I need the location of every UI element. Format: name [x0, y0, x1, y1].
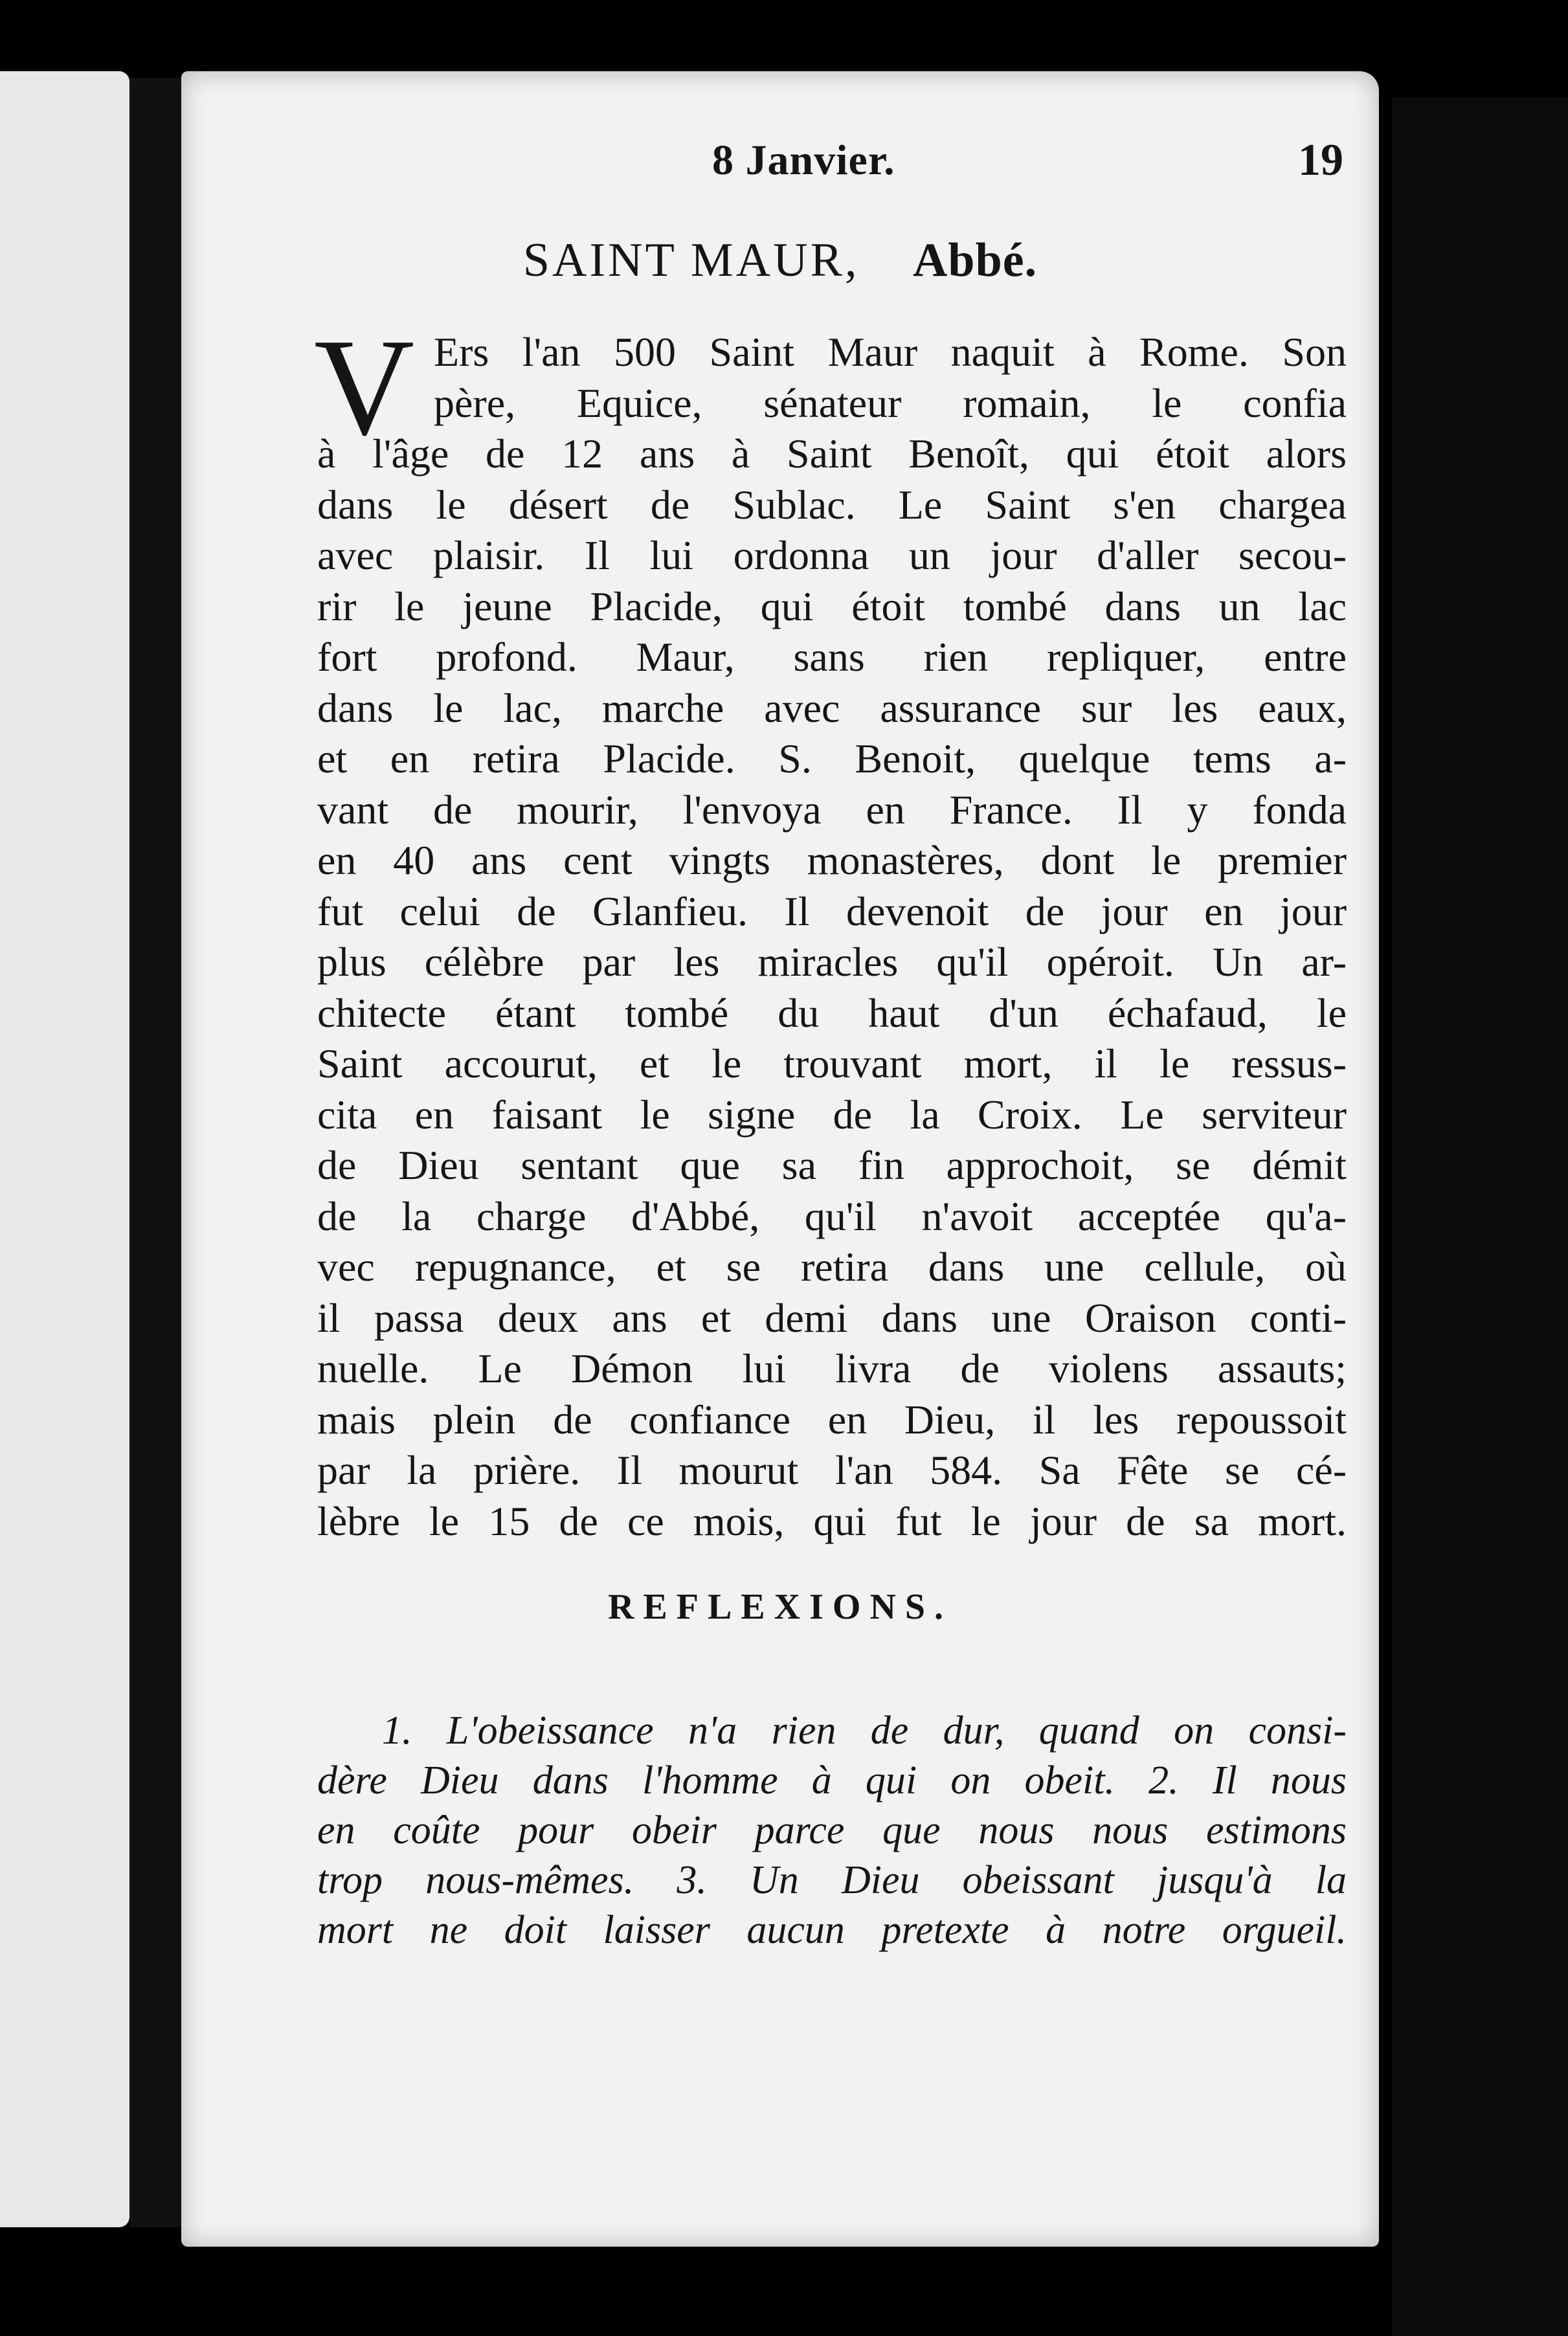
text-line: fut celui de Glanfieu. Il devenoit de jour en jour	[317, 888, 1347, 934]
text-line: par la prière. Il mourut l'an 584. Sa Fête se cé-	[317, 1447, 1347, 1493]
reflexion-line: 1. L'obeissance n'a rien de dur, quand on consi-	[382, 1709, 1347, 1753]
text-line: fort profond. Maur, sans rien repliquer, entre	[317, 634, 1347, 680]
text-line: vant de mourir, l'envoya en France. Il y fonda	[317, 786, 1347, 833]
reflexion-line: dère Dieu dans l'homme à qui on obeit. 2. Il nous	[317, 1758, 1347, 1803]
text-line: en 40 ans cent vingts monastères, dont le premier	[317, 837, 1347, 883]
reflexions-heading: REFLEXIONS.	[607, 1587, 953, 1627]
facing-page-edge	[0, 71, 129, 2227]
book-page	[181, 71, 1379, 2247]
text-line: rir le jeune Placide, qui étoit tombé dans un lac	[317, 583, 1347, 629]
biography-text	[317, 327, 1347, 1547]
text-line: cita en faisant le signe de la Croix. Le serviteur	[317, 1091, 1347, 1138]
page-number: 19	[1298, 135, 1343, 185]
text-line: à l'âge de 12 ans à Saint Benoît, qui étoit alors	[317, 431, 1347, 477]
text-line: Ers l'an 500 Saint Maur naquit à Rome. Son	[434, 329, 1347, 375]
text-line: vec repugnance, et se retira dans une cellule, où	[317, 1244, 1347, 1290]
text-line: et en retira Placide. S. Benoit, quelque tems a-	[317, 736, 1347, 781]
reflexion-line: mort ne doit laisser aucun pretexte à notre orgueil.	[317, 1908, 1347, 1952]
saint-name: SAINT MAUR,	[522, 234, 860, 287]
text-line: dans le désert de Sublac. Le Saint s'en chargea	[317, 481, 1347, 528]
text-line: avec plaisir. Il lui ordonna un jour d'aller secou-	[317, 532, 1347, 578]
text-line: de Dieu sentant que sa fin approchoit, se démit	[317, 1142, 1347, 1188]
drop-cap: V	[314, 309, 415, 464]
saint-title	[181, 233, 1379, 288]
text-line: nuelle. Le Démon lui livra de violens assauts;	[317, 1345, 1347, 1391]
reflexion-line: en coûte pour obeir parce que nous nous estimons	[317, 1808, 1347, 1852]
text-line: dans le lac, marche avec assurance sur les eaux,	[317, 684, 1347, 731]
saint-role: Abbé.	[912, 234, 1038, 287]
running-head: 8 Janvier.	[712, 137, 895, 184]
text-line: Saint accourut, et le trouvant mort, il le ressus-	[317, 1040, 1347, 1086]
text-line: mais plein de confiance en Dieu, il les repoussoit	[317, 1396, 1347, 1443]
text-line: plus célèbre par les miracles qu'il opéroit. Un ar-	[317, 939, 1347, 985]
reflexions-text	[317, 1706, 1347, 1955]
page-stack-edge	[1392, 97, 1568, 2336]
text-line: il passa deux ans et demi dans une Oraison conti-	[317, 1294, 1347, 1341]
reflexion-line: trop nous-mêmes. 3. Un Dieu obeissant jusqu'à la	[317, 1858, 1347, 1902]
text-line: lèbre le 15 de ce mois, qui fut le jour de sa mort.	[317, 1498, 1347, 1544]
book-gutter	[129, 78, 185, 2227]
text-line: chitecte étant tombé du haut d'un échafaud, le	[317, 989, 1347, 1036]
text-line: de la charge d'Abbé, qu'il n'avoit acceptée qu'a-	[317, 1193, 1347, 1239]
text-line: père, Equice, sénateur romain, le confia	[434, 379, 1347, 426]
